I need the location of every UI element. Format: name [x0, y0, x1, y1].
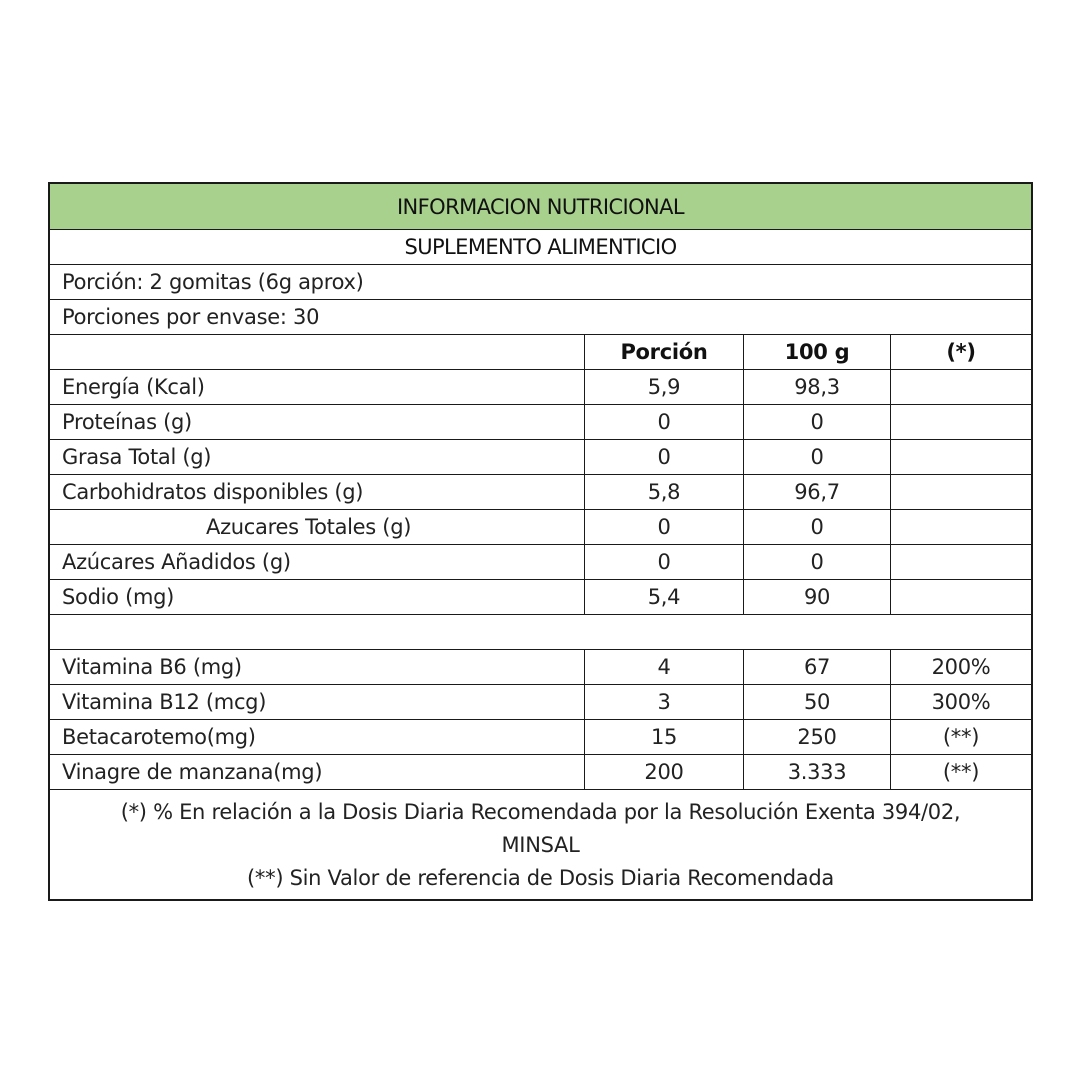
nutrient-portion: 0 — [585, 545, 744, 579]
table-row — [50, 440, 1031, 475]
servings-per-container: Porciones por envase: 30 — [62, 305, 320, 329]
nutrient-portion: 5,9 — [585, 370, 744, 404]
table-row — [50, 580, 1031, 615]
nutrient-per100: 0 — [744, 545, 891, 579]
serving-size: Porción: 2 gomitas (6g aprox) — [62, 270, 364, 294]
nutrient-per100: 0 — [744, 440, 891, 474]
vitamin-per100: 50 — [744, 685, 891, 719]
nutrition-facts-table — [48, 182, 1033, 901]
footnote-daily-value: (*) % En relación a la Dosis Diaria Recomendada por la Resolución Exenta 394/02, — [120, 800, 961, 824]
table-row — [50, 370, 1031, 405]
nutrient-percent — [891, 545, 1031, 579]
blank-separator-row — [50, 615, 1031, 650]
vitamin-portion: 200 — [585, 755, 744, 789]
footnote-no-reference: (**) Sin Valor de referencia de Dosis Diaria Recomendada — [247, 866, 834, 890]
table-row — [50, 720, 1031, 755]
nutrient-percent — [891, 370, 1031, 404]
nutrient-label: Carbohidratos disponibles (g) — [50, 475, 585, 509]
title-row — [50, 184, 1031, 230]
vitamin-portion: 15 — [585, 720, 744, 754]
nutrient-label: Proteínas (g) — [50, 405, 585, 439]
table-row — [50, 545, 1031, 580]
nutrient-per100: 0 — [744, 405, 891, 439]
nutrient-percent — [891, 580, 1031, 614]
column-header-percent: (*) — [946, 340, 976, 364]
table-row — [50, 650, 1031, 685]
blank-cell — [50, 615, 1031, 649]
column-header-row — [50, 335, 1031, 370]
subtitle-row — [50, 230, 1031, 265]
nutrient-portion: 0 — [585, 440, 744, 474]
serving-size-row — [50, 265, 1031, 300]
nutrient-label: Azúcares Añadidos (g) — [50, 545, 585, 579]
nutrient-portion: 5,4 — [585, 580, 744, 614]
table-row — [50, 755, 1031, 790]
servings-per-container-row — [50, 300, 1031, 335]
nutrient-per100: 96,7 — [744, 475, 891, 509]
nutrient-per100: 98,3 — [744, 370, 891, 404]
vitamin-portion: 4 — [585, 650, 744, 684]
nutrient-percent — [891, 510, 1031, 544]
vitamin-per100: 67 — [744, 650, 891, 684]
nutrient-label: Azucares Totales (g) — [50, 510, 585, 544]
vitamin-label: Betacarotemo(mg) — [50, 720, 585, 754]
table-title: INFORMACION NUTRICIONAL — [396, 194, 685, 219]
vitamin-label: Vinagre de manzana(mg) — [50, 755, 585, 789]
column-header-portion: Porción — [585, 335, 744, 369]
nutrient-per100: 90 — [744, 580, 891, 614]
vitamin-per100: 250 — [744, 720, 891, 754]
nutrient-percent — [891, 475, 1031, 509]
nutrient-label: Sodio (mg) — [50, 580, 585, 614]
footnotes-row — [50, 790, 1031, 899]
nutrient-label: Energía (Kcal) — [50, 370, 585, 404]
vitamin-per100: 3.333 — [744, 755, 891, 789]
column-header-per100: 100 g — [744, 335, 891, 369]
vitamin-percent: 300% — [931, 690, 991, 714]
table-row — [50, 685, 1031, 720]
table-row — [50, 510, 1031, 545]
nutrient-percent — [891, 440, 1031, 474]
nutrient-portion: 0 — [585, 405, 744, 439]
table-row — [50, 475, 1031, 510]
nutrient-percent — [891, 405, 1031, 439]
column-header-empty — [50, 335, 585, 369]
vitamin-percent: 200% — [931, 655, 991, 679]
footnotes — [50, 790, 1031, 899]
vitamin-portion: 3 — [585, 685, 744, 719]
vitamin-label: Vitamina B6 (mg) — [50, 650, 585, 684]
nutrient-portion: 5,8 — [585, 475, 744, 509]
footnote-daily-value-source: MINSAL — [501, 833, 580, 857]
nutrient-per100: 0 — [744, 510, 891, 544]
vitamin-percent: (**) — [942, 760, 980, 784]
vitamin-percent: (**) — [942, 725, 980, 749]
nutrient-label: Grasa Total (g) — [50, 440, 585, 474]
nutrient-portion: 0 — [585, 510, 744, 544]
table-row — [50, 405, 1031, 440]
vitamin-label: Vitamina B12 (mcg) — [50, 685, 585, 719]
table-subtitle: SUPLEMENTO ALIMENTICIO — [404, 235, 677, 259]
